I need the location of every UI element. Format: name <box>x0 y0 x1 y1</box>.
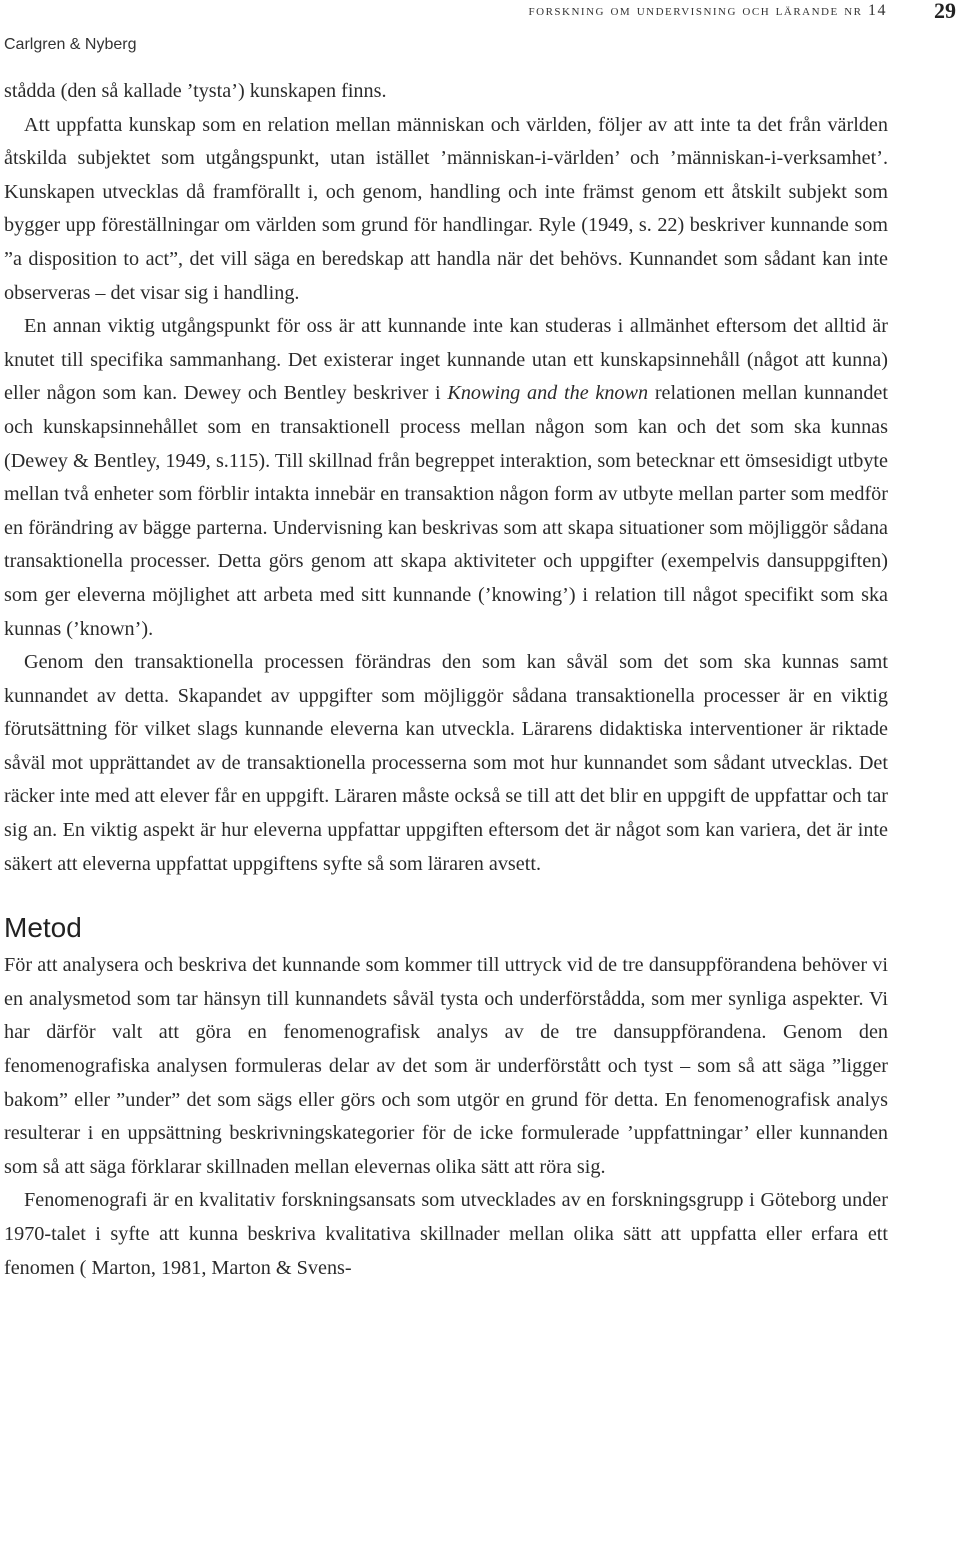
running-head-authors: Carlgren & Nyberg <box>4 36 137 53</box>
paragraph: Genom den transaktionella processen förändras den som kan såväl som det som ska kunnas samt kunnandet av detta. Skapandet av uppgifter som möjliggör sådana transaktionella processer är en viktig förutsättning för vilket slags kunnande eleverna kan utveckla. Lärarens didaktiska interventioner är riktade såväl mot upprättandet av de transaktionella processerna som mot hur kunnandet som sådant utvecklas. Det räcker inte med att elever får en uppgift. Läraren måste också se till att det blir en uppgift de uppfattar och tar sig an. En viktig aspekt är hur eleverna uppfattar uppgiften eftersom det är något som kan variera, det är inte säkert att eleverna uppfattat uppgiftens syfte så som läraren avsett. <box>4 651 888 875</box>
page-number: 29 <box>934 0 956 23</box>
running-head <box>0 0 960 70</box>
body-text <box>4 75 888 1285</box>
paragraph: En annan viktig utgångspunkt för oss är att kunnande inte kan studeras i allmänhet eftersom det alltid är knutet till specifika sammanhang. Det existerar inget kunnande utan ett kunskapsinnehåll (något att kunna) eller någon som kan. Dewey och Bentley beskriver i Knowing and the known relationen mellan kunnandet och kunskapsinnehållet som en transaktionell process mellan någon som kan och det som ska kunnas (Dewey & Bentley, 1949, s.115). Till skillnad från begreppet interaktion, som betecknar ett ömsesidigt utbyte mellan två enheter som förblir intakta innebär en transaktion någon form av utbyte mellan parter som medför en förändring av bägge parterna. Undervisning kan beskrivas som att skapa situationer som möjliggör sådana transaktionella processer. Detta görs genom att skapa aktiviteter och uppgifter (exempelvis dansuppgiften) som ger eleverna möjlighet att arbeta med sitt kunnande (’knowing’) i relation till något specifikt som ska kunnas (’known’). <box>4 315 888 640</box>
section-heading: Metod <box>4 912 82 944</box>
paragraph: Att uppfatta kunskap som en relation mellan människan och världen, följer av att inte ta det från världen åtskilda subjektet som utgångspunkt, utan istället ’människan-i-världen’ och ’människan-i-verksamhet’. Kunskapen utvecklas då framförallt i, och genom, handling och inte främst genom ett åtskilt subjekt som bygger upp föreställningar om världen som grund för handlingar. Ryle (1949, s. 22) beskriver kunnande som ”a disposition to act”, det vill säga en beredskap att handla när det behövs. Kunnandet som sådant kan inte observeras – det visar sig i handling. <box>4 113 888 304</box>
paragraph: För att analysera och beskriva det kunnande som kommer till uttryck vid de tre dansuppförandena behöver vi en analysmetod som tar hänsyn till kunnandets såväl tysta och underförstådda, som mer synliga aspekter. Vi har därför valt att göra en fenomenografisk analys av de tre dansuppförandena. Genom den fenomenografiska analysen formuleras delar av det som är underförstått och tyst – som så att säga ”ligger bakom” eller ”under” det som sägs eller görs och som utgör en grund för detta. En fenomenografisk analys resulterar i en uppsättning beskrivningskategorier för de icke formulerade ’uppfattningar’ eller kunnanden som så att säga förklarar skillnaden mellan elevernas olika sätt att röra sig. <box>4 954 888 1178</box>
paragraph: Fenomenografi är en kvalitativ forskningsansats som utvecklades av en forskningsgrupp i Göteborg under 1970-talet i syfte att kunna beskriva kvalitativa skillnader mellan olika sätt att uppfatta eller erfara ett fenomen ( Marton, 1981, Marton & Svens- <box>4 1189 888 1279</box>
book-title: Knowing and the known <box>447 382 649 405</box>
journal-title: forskning om undervisning och lärande nr 14 <box>528 2 887 19</box>
paragraph: stådda (den så kallade ’tysta’) kunskapen finns. <box>4 80 387 102</box>
